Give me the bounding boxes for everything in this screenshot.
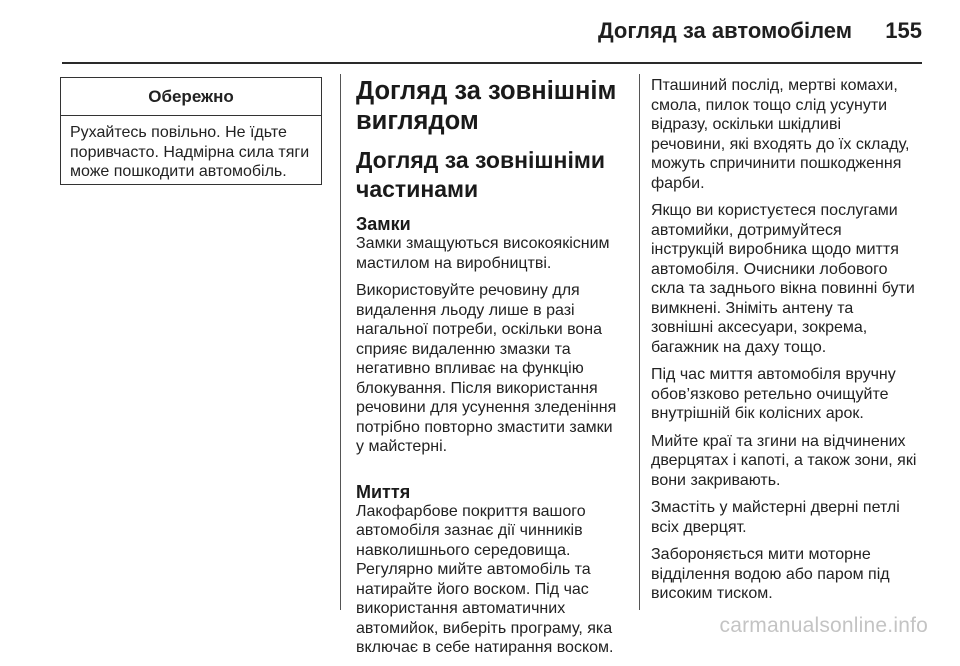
watermark: carmanualsonline.info bbox=[719, 614, 928, 637]
text-line: можуть спричинити пошкодження bbox=[651, 155, 902, 172]
column-divider-1 bbox=[340, 74, 341, 610]
text-line: автомийки, дотримуйтеся bbox=[651, 221, 842, 239]
text-line: Лакофарбове покриття вашого bbox=[356, 502, 586, 520]
text-line: автомийок, виберіть програму, яка bbox=[356, 619, 613, 637]
text-line: Під час миття автомобіля вручну bbox=[651, 366, 896, 383]
text-line: речовини для усунення зледеніння bbox=[356, 399, 617, 416]
text-line: навколишнього середовища. bbox=[356, 541, 571, 559]
text-line: інструкцій виробника щодо миття bbox=[651, 241, 899, 258]
text-line: Використовуйте речовину для bbox=[356, 282, 580, 299]
column-divider-2 bbox=[639, 74, 640, 610]
text-line: вони закривають. bbox=[651, 471, 781, 489]
caution-text bbox=[61, 116, 321, 182]
wash-paragraph-1 bbox=[356, 502, 628, 658]
caution-line: може пошкодити автомобіль. bbox=[70, 163, 287, 180]
section-heading-line: виглядом bbox=[356, 107, 479, 135]
text-line: Регулярно мийте автомобіль та bbox=[356, 561, 591, 578]
text-line: сприяє видаленню змазки та bbox=[356, 340, 571, 358]
text-line: потрібно повторно змастити замки bbox=[356, 418, 613, 436]
section-heading bbox=[356, 76, 628, 136]
column-3 bbox=[651, 76, 931, 612]
page-header bbox=[0, 0, 960, 60]
text-line: включає в себе натирання воском. bbox=[356, 639, 614, 656]
text-line: Якщо ви користуєтеся послугами bbox=[651, 202, 898, 219]
text-line: Мийте краї та згини на відчинених bbox=[651, 432, 906, 450]
text-line: скла та заднього вікна повинні бути bbox=[651, 280, 915, 297]
column-2 bbox=[356, 76, 628, 666]
text-line: смола, пилок тощо слід усунути bbox=[651, 96, 888, 114]
text-line: видалення льоду лише в разі bbox=[356, 301, 575, 319]
text-line: всіх дверцят. bbox=[651, 518, 747, 536]
text-line: блокування. Після використання bbox=[356, 379, 598, 397]
locks-paragraph-1 bbox=[356, 234, 628, 273]
text-line: Замки змащуються високоякісним bbox=[356, 235, 610, 252]
text-line: відразу, оскільки шкідливі bbox=[651, 116, 842, 133]
text-line: автомобіля зазнає дії чинників bbox=[356, 522, 583, 539]
text-line: речовини, які входять до їх складу, bbox=[651, 135, 910, 153]
text-line: фарби. bbox=[651, 174, 705, 192]
page-title: Догляд за автомобілем bbox=[597, 18, 852, 43]
text-line: внутрішній бік колісних арок. bbox=[651, 405, 864, 422]
text-line: використання автоматичних bbox=[356, 600, 566, 617]
header-rule bbox=[62, 62, 922, 64]
paragraph-debris bbox=[651, 76, 931, 193]
caution-line: Рухайтесь повільно. Не їдьте bbox=[70, 124, 287, 141]
text-line: зовнішні аксесуари, зокрема, bbox=[651, 319, 868, 336]
text-line: Пташиний послід, мертві комахи, bbox=[651, 77, 898, 94]
locks-heading: Замки bbox=[356, 214, 411, 234]
text-line: натирайте його воском. Під час bbox=[356, 580, 589, 598]
text-line: Забороняється мити моторне bbox=[651, 546, 871, 563]
text-line: Змастіть у майстерні дверні петлі bbox=[651, 499, 900, 516]
paragraph-hinges bbox=[651, 498, 931, 537]
text-line: багажник на даху тощо. bbox=[651, 338, 827, 356]
text-line: високим тиском. bbox=[651, 585, 773, 602]
paragraph-hand-wash bbox=[651, 365, 931, 424]
caution-title: Обережно bbox=[61, 78, 321, 116]
text-line: дверцятах і капоті, а також зони, які bbox=[651, 452, 917, 469]
text-line: обов’язково ретельно очищуйте bbox=[651, 385, 889, 403]
subsection-heading bbox=[356, 146, 628, 204]
subsection-heading-line: Догляд за зовнішніми bbox=[356, 147, 605, 173]
paragraph-engine bbox=[651, 545, 931, 604]
paragraph-car-wash bbox=[651, 201, 931, 357]
caution-line: поривчасто. Надмірна сила тяги bbox=[70, 143, 310, 161]
locks-paragraph-2 bbox=[356, 281, 628, 457]
text-line: відділення водою або паром під bbox=[651, 565, 890, 583]
text-line: автомобіля. Очисники лобового bbox=[651, 260, 888, 278]
subsection-heading-line: частинами bbox=[356, 176, 479, 202]
text-line: у майстерні. bbox=[356, 438, 448, 455]
text-line: негативно впливає на функцію bbox=[356, 360, 584, 377]
caution-box bbox=[60, 77, 322, 185]
wash-heading: Миття bbox=[356, 481, 411, 502]
text-line: мастилом на виробництві. bbox=[356, 254, 552, 272]
paragraph-edges bbox=[651, 432, 931, 491]
text-line: нагальної потреби, оскільки вона bbox=[356, 321, 603, 338]
page-number: 155 bbox=[885, 18, 922, 43]
text-line: вимкнені. Зніміть антену та bbox=[651, 299, 854, 317]
section-heading-line: Догляд за зовнішнім bbox=[356, 77, 617, 105]
